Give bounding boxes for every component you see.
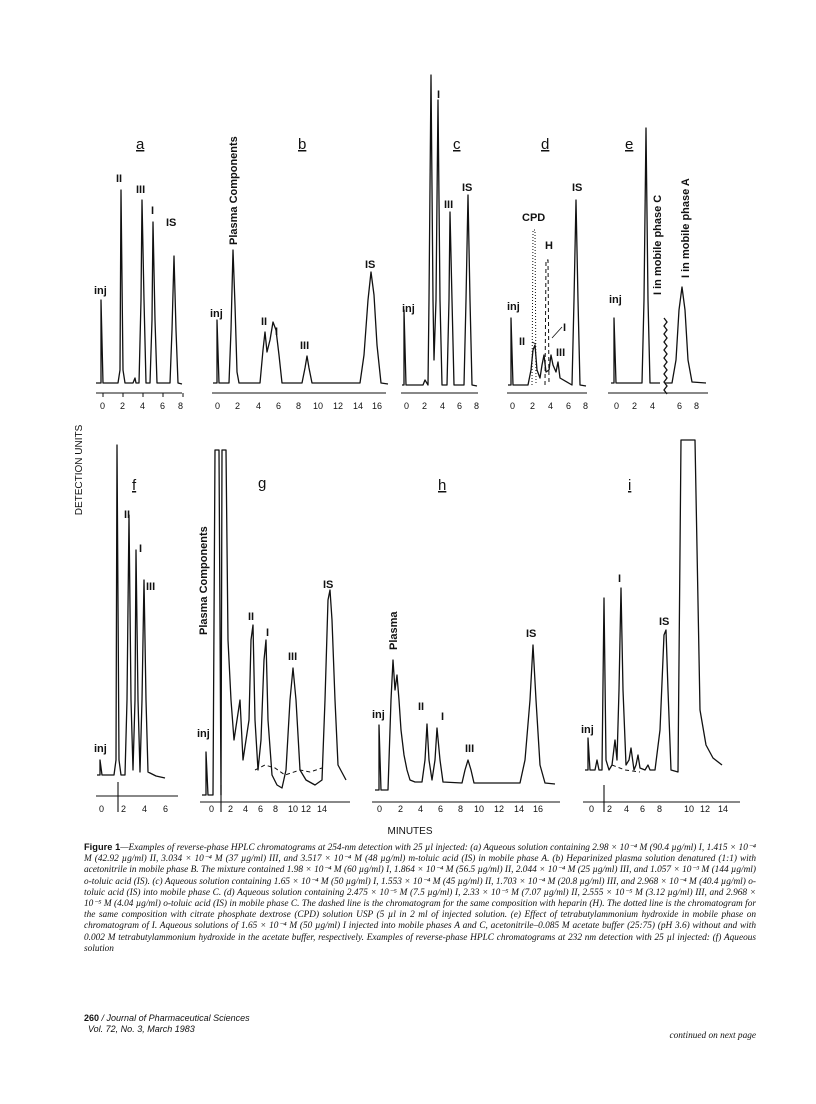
tick-e-0: 0 xyxy=(614,401,620,411)
figure-caption xyxy=(84,842,756,955)
label-c-III: III xyxy=(444,199,454,211)
caption-text: —Examples of reverse-phase HPLC chromatograms at 254-nm detection with 25 µl injected: (a) Aqueous solution containing 2.98 × 10⁻⁴ M (90.4 µg/ml) I, 1.415 × 10⁻⁴ M (42.92 µg/ml) II, 3.034 × 10⁻⁴ M (37 µg/ml) III, and 3.517 × 10⁻⁴ M (48 µg/ml) m-toluic acid (IS) in mobile phase A. (b) Heparinized plasma solution denatured (1:1) with acetonitrile in mobile phase B. The mixture contained 1.98 × 10⁻⁴ M (60 µg/ml) I, 1.864 × 10⁻⁴ M (56.5 µg/ml) II, 2.044 × 10⁻⁴ M (25 µg/ml) III, and 1.057 × 10⁻³ M (144 µg/ml) o-toluic acid (IS). (c) Aqueous solution containing 1.65 × 10⁻⁴ M (50 µg/ml) I, 1.553 × 10⁻⁴ M (45 µg/ml) II, 1.703 × 10⁻⁴ M (20.8 µg/ml) III, and 2.968 × 10⁻⁴ M (40.4 µg/ml) o-toluic acid (IS) into mobile phase C. (d) Aqueous solution containing 2.475 × 10⁻⁵ M (7.5 µg/ml) I, 2.33 × 10⁻⁵ M (7.07 µg/ml) II, 2.555 × 10⁻⁵ M (3.12 µg/ml) III, and 2.968 × 10⁻⁵ M (4.04 µg/ml) o-toluic acid (IS) in mobile phase C. The dashed line is the chromatogram for the same composition with heparin (H). The dotted line is the chromatogram for the same composition with citrate phosphate dextrose (CPD) solution USP (5 µl in 2 ml of injected solution. (e) Effect of tetrabutylammonium hydroxide in mobile phase on chromatogram of I. Aqueous solutions of 1.65 × 10⁻⁴ M (50 µg/ml) I injected into mobile phases A and C, acetonitrile–0.085 M acetate buffer (25:75) (pH 3.6) without and with 0.002 M tetrabutylammonium hydroxide in the acetate buffer, respectively. Examples of reverse-phase HPLC chromatograms at 232 nm detection with 25 µl injected: (f) Aqueous solution xyxy=(84,843,756,954)
label-e-phaseC: I in mobile phase C xyxy=(652,194,664,295)
tick-d-2: 4 xyxy=(548,401,554,411)
label-a-III: III xyxy=(136,184,146,196)
tick-i-5: 10 xyxy=(684,804,695,814)
tick-d-1: 2 xyxy=(530,401,536,411)
tick-f-1: 2 xyxy=(121,804,127,814)
label-f-inj: inj xyxy=(94,743,107,755)
tick-f-0: 0 xyxy=(99,804,105,814)
label-d-I: I xyxy=(563,322,567,334)
tick-b-3: 6 xyxy=(276,401,282,411)
label-d-II: II xyxy=(519,336,526,348)
tick-i-7: 14 xyxy=(718,804,729,814)
tick-c-4: 8 xyxy=(474,401,480,411)
leader-d-I xyxy=(552,327,562,338)
tick-c-1: 2 xyxy=(422,401,428,411)
tick-b-2: 4 xyxy=(256,401,262,411)
tick-g-6: 12 xyxy=(301,804,312,814)
label-b-II: II xyxy=(261,316,268,328)
tick-b-7: 14 xyxy=(353,401,364,411)
label-g-I: I xyxy=(266,627,270,639)
label-a-II: II xyxy=(116,173,123,185)
tick-a-0: 0 xyxy=(100,401,106,411)
label-c-inj: inj xyxy=(402,303,415,315)
label-e-inj: inj xyxy=(609,294,622,306)
label-d-H: H xyxy=(545,240,553,252)
label-i-I: I xyxy=(618,573,622,585)
tick-h-5: 10 xyxy=(474,804,485,814)
tick-f-2: 4 xyxy=(142,804,148,814)
panel-b xyxy=(210,136,388,411)
y-axis-label: DETECTION UNITS xyxy=(74,424,85,516)
panel-d xyxy=(507,136,588,411)
label-d-IS: IS xyxy=(572,182,583,194)
tick-d-0: 0 xyxy=(510,401,516,411)
tick-a-3: 6 xyxy=(160,401,166,411)
label-d-III: III xyxy=(556,347,566,359)
tick-b-6: 12 xyxy=(333,401,344,411)
tick-a-2: 4 xyxy=(140,401,146,411)
tick-g-5: 10 xyxy=(288,804,299,814)
trace-f xyxy=(97,445,165,778)
tick-g-3: 6 xyxy=(258,804,264,814)
tick-h-7: 14 xyxy=(514,804,525,814)
panel-f xyxy=(94,445,178,814)
tick-i-4: 8 xyxy=(657,804,663,814)
tick-g-4: 8 xyxy=(273,804,279,814)
label-b-I: I xyxy=(275,326,279,338)
panel-c xyxy=(401,75,479,411)
tick-b-0: 0 xyxy=(215,401,221,411)
tick-g-0: 0 xyxy=(209,804,215,814)
tick-h-1: 2 xyxy=(398,804,404,814)
panel-g xyxy=(197,450,350,814)
panel-e xyxy=(608,128,708,411)
panel-i xyxy=(581,440,740,814)
tick-h-2: 4 xyxy=(418,804,424,814)
tick-f-3: 6 xyxy=(163,804,169,814)
x-axis-label: MINUTES xyxy=(387,826,433,837)
panel-letter-d: d xyxy=(541,136,550,153)
tick-c-0: 0 xyxy=(404,401,410,411)
tick-e-2: 4 xyxy=(650,401,656,411)
trace-d xyxy=(508,200,586,386)
tick-i-1: 2 xyxy=(607,804,613,814)
label-g-IS: IS xyxy=(323,579,334,591)
caption-continued: continued on next page xyxy=(669,1031,756,1041)
label-g-inj: inj xyxy=(197,728,210,740)
label-c-IS: IS xyxy=(462,182,473,194)
label-d-CPD: CPD xyxy=(522,212,546,224)
tick-b-4: 8 xyxy=(296,401,302,411)
label-h-plasma: Plasma xyxy=(388,611,400,650)
figure-tag: Figure 1 xyxy=(84,842,121,852)
trace-e-2 xyxy=(665,287,706,383)
label-i-inj: inj xyxy=(581,724,594,736)
tick-b-8: 16 xyxy=(372,401,383,411)
tick-g-2: 4 xyxy=(243,804,249,814)
ticks-a xyxy=(103,393,183,397)
tick-h-3: 6 xyxy=(438,804,444,814)
panel-a xyxy=(94,136,183,411)
label-h-IS: IS xyxy=(526,628,537,640)
label-g-II: II xyxy=(248,611,255,623)
label-h-II: II xyxy=(418,701,425,713)
tick-h-0: 0 xyxy=(377,804,383,814)
label-e-phaseA: I in mobile phase A xyxy=(680,178,692,278)
tick-e-3: 6 xyxy=(677,401,683,411)
label-f-I: I xyxy=(139,543,143,555)
tick-i-3: 6 xyxy=(640,804,646,814)
panel-letter-a: a xyxy=(136,136,145,153)
label-h-inj: inj xyxy=(372,709,385,721)
trace-h xyxy=(375,645,555,790)
tick-a-1: 2 xyxy=(120,401,126,411)
panel-letter-g: g xyxy=(258,475,267,492)
tick-c-3: 6 xyxy=(457,401,463,411)
label-h-III: III xyxy=(465,743,475,755)
tick-h-4: 8 xyxy=(458,804,464,814)
label-d-inj: inj xyxy=(507,301,520,313)
panel-letter-b: b xyxy=(298,136,307,153)
trace-g xyxy=(202,450,346,795)
trace-d-cpd xyxy=(532,230,536,385)
label-g-plasma: Plasma Components xyxy=(198,526,210,635)
label-f-III: III xyxy=(146,581,156,593)
tick-i-6: 12 xyxy=(700,804,711,814)
tick-b-1: 2 xyxy=(235,401,241,411)
tick-i-2: 4 xyxy=(624,804,630,814)
label-a-I: I xyxy=(151,205,155,217)
label-i-IS: IS xyxy=(659,616,670,628)
tick-h-6: 12 xyxy=(494,804,505,814)
label-f-II: II xyxy=(124,509,131,521)
label-h-I: I xyxy=(441,711,445,723)
label-b-IS: IS xyxy=(365,259,376,271)
label-a-inj: inj xyxy=(94,285,107,297)
tick-h-8: 16 xyxy=(533,804,544,814)
tick-c-2: 4 xyxy=(440,401,446,411)
page-number: 260 xyxy=(84,1013,100,1023)
tick-g-1: 2 xyxy=(228,804,234,814)
panel-letter-i: i xyxy=(628,477,632,494)
label-g-III: III xyxy=(288,651,298,663)
tick-e-1: 2 xyxy=(632,401,638,411)
trace-g-dashed xyxy=(255,765,322,775)
panel-letter-c: c xyxy=(453,136,461,153)
label-b-III: III xyxy=(300,340,310,352)
label-c-I: I xyxy=(437,89,441,101)
label-b-inj: inj xyxy=(210,308,223,320)
tick-d-4: 8 xyxy=(583,401,589,411)
page-footer xyxy=(84,1013,250,1035)
label-b-plasma: Plasma Components xyxy=(228,136,240,245)
panel-letter-e: e xyxy=(625,136,634,153)
volume-info: Vol. 72, No. 3, March 1983 xyxy=(88,1024,195,1034)
tick-g-7: 14 xyxy=(317,804,328,814)
trace-i xyxy=(585,440,722,772)
tick-b-5: 10 xyxy=(313,401,324,411)
tick-e-4: 8 xyxy=(694,401,700,411)
tick-a-4: 8 xyxy=(178,401,184,411)
trace-c xyxy=(402,75,477,386)
panel-h xyxy=(372,477,560,814)
tick-d-3: 6 xyxy=(566,401,572,411)
journal-name: / Journal of Pharmaceutical Sciences xyxy=(101,1013,250,1023)
label-a-IS: IS xyxy=(166,217,177,229)
panel-letter-f: f xyxy=(132,477,137,494)
tick-i-0: 0 xyxy=(589,804,595,814)
panel-letter-h: h xyxy=(438,477,447,494)
trace-b xyxy=(213,250,388,384)
